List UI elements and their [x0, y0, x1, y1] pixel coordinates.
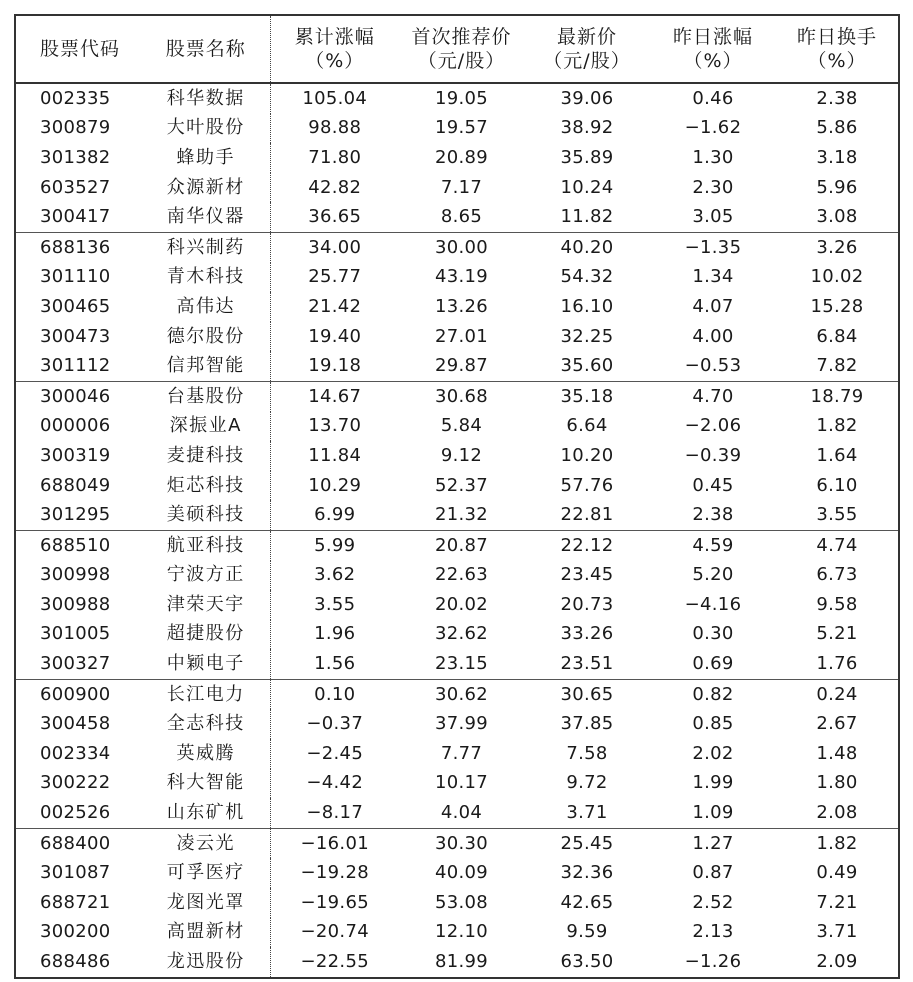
cell-stock-name: 可孚医疗 [142, 858, 270, 888]
cell-yesterday-rise: 2.38 [650, 500, 776, 530]
cell-cumulative-rise: 42.82 [308, 176, 362, 198]
header-yesterday-rise [650, 15, 776, 83]
cell-stock-name: 宁波方正 [142, 561, 270, 591]
cell-cumulative-rise: 98.88 [308, 117, 362, 139]
cell-latest-price: 54.32 [560, 266, 614, 288]
cell-first-price: 20.02 [434, 593, 489, 615]
cell-yesterday-turnover: 3.18 [816, 146, 858, 168]
stock-recommendation-table [14, 14, 900, 979]
cell-yesterday-rise: 4.07 [692, 295, 734, 317]
cell-yesterday-rise: −1.26 [684, 951, 742, 973]
cell-stock-name: 深振业A [142, 412, 270, 442]
cell-first-price: 19.57 [434, 117, 489, 139]
cell-stock-name: 凌云光 [142, 828, 270, 858]
cell-stock-code: 600900 [40, 683, 111, 705]
cell-stock-name: 信邦智能 [142, 351, 270, 381]
cell-latest-price: 11.82 [524, 202, 650, 232]
cell-yesterday-rise: 2.02 [692, 742, 734, 764]
cell-stock-code: 300200 [40, 921, 111, 943]
cell-stock-name: 蜂助手 [142, 143, 270, 173]
cell-latest-price: 38.92 [560, 117, 614, 139]
cell-latest-price: 25.45 [560, 832, 614, 854]
cell-first-price: 40.09 [434, 862, 489, 884]
cell-latest-price: 35.18 [560, 385, 614, 407]
cell-yesterday-turnover: 1.82 [816, 415, 858, 437]
cell-stock-name: 南华仪器 [142, 202, 270, 232]
cell-first-price: 20.87 [434, 534, 489, 556]
header-cumulative-rise [270, 15, 399, 83]
cell-cumulative-rise: 19.18 [270, 351, 399, 381]
table-row [15, 263, 899, 293]
cell-first-price: 27.01 [434, 325, 489, 347]
table-row [15, 828, 899, 858]
header-latest-price-title: 最新价 [556, 26, 617, 48]
cell-yesterday-turnover: 3.71 [816, 921, 858, 943]
cell-stock-code: 688400 [40, 832, 111, 854]
cell-cumulative-rise: −4.42 [306, 772, 364, 794]
header-first-recommended-price [399, 15, 524, 83]
table-row [15, 798, 899, 828]
cell-yesterday-rise: 2.13 [692, 921, 734, 943]
table-row [15, 441, 899, 471]
cell-stock-code: 300988 [40, 593, 111, 615]
cell-latest-price: 32.25 [560, 325, 614, 347]
cell-cumulative-rise: −16.01 [300, 832, 369, 854]
cell-stock-name: 众源新材 [142, 173, 270, 203]
cell-cumulative-rise: 0.10 [314, 683, 356, 705]
cell-cumulative-rise: −22.55 [300, 951, 369, 973]
cell-stock-code: 002526 [15, 798, 142, 828]
table-row [15, 143, 899, 173]
cell-yesterday-turnover: 7.82 [776, 351, 899, 381]
cell-yesterday-turnover: 3.26 [816, 236, 858, 258]
cell-latest-price: 35.89 [560, 146, 614, 168]
cell-latest-price: 57.76 [560, 474, 614, 496]
header-stock-name: 股票名称 [142, 15, 270, 83]
cell-stock-code: 301382 [40, 146, 111, 168]
cell-stock-code: 300879 [40, 117, 111, 139]
cell-yesterday-turnover: 1.80 [816, 772, 858, 794]
cell-cumulative-rise: 6.99 [270, 500, 399, 530]
cell-yesterday-rise: −2.06 [684, 415, 742, 437]
cell-stock-name: 科大智能 [142, 769, 270, 799]
cell-stock-name: 长江电力 [142, 679, 270, 709]
table-row [15, 530, 899, 560]
cell-latest-price: 9.59 [566, 921, 608, 943]
cell-yesterday-turnover: 2.09 [816, 951, 858, 973]
cell-latest-price: 33.26 [560, 623, 614, 645]
table-row [15, 620, 899, 650]
cell-first-price: 19.05 [434, 87, 489, 109]
cell-stock-code: 300327 [15, 649, 142, 679]
cell-stock-name: 青木科技 [142, 263, 270, 293]
cell-stock-name: 全志科技 [142, 709, 270, 739]
cell-cumulative-rise: −20.74 [300, 921, 369, 943]
cell-stock-name: 龙迅股份 [142, 947, 270, 978]
cell-yesterday-turnover: 1.64 [816, 444, 858, 466]
cell-yesterday-turnover: 0.49 [816, 862, 858, 884]
cell-yesterday-rise: −0.53 [650, 351, 776, 381]
cell-latest-price: 32.36 [560, 862, 614, 884]
cell-cumulative-rise: 34.00 [308, 236, 362, 258]
table-row [15, 947, 899, 978]
table-row [15, 888, 899, 918]
cell-yesterday-rise: −1.62 [684, 117, 742, 139]
cell-latest-price: 42.65 [560, 891, 614, 913]
cell-yesterday-rise: 0.82 [692, 683, 734, 705]
cell-first-price: 21.32 [399, 500, 524, 530]
cell-stock-code: 688721 [40, 891, 111, 913]
cell-cumulative-rise: 3.55 [314, 593, 356, 615]
cell-cumulative-rise: 71.80 [308, 146, 362, 168]
cell-stock-code: 000006 [40, 415, 111, 437]
cell-latest-price: 6.64 [566, 415, 608, 437]
cell-latest-price: 23.45 [560, 564, 614, 586]
cell-yesterday-turnover: 4.74 [816, 534, 858, 556]
header-stock-code: 股票代码 [15, 15, 142, 83]
header-latest-price [524, 15, 650, 83]
cell-yesterday-rise: 0.85 [692, 713, 734, 735]
cell-latest-price: 22.12 [560, 534, 614, 556]
cell-first-price: 30.30 [434, 832, 489, 854]
table-row [15, 412, 899, 442]
table-row [15, 769, 899, 799]
table-row [15, 739, 899, 769]
cell-first-price: 12.10 [434, 921, 489, 943]
table-row [15, 173, 899, 203]
cell-stock-code: 301087 [40, 862, 111, 884]
cell-stock-name: 大叶股份 [142, 114, 270, 144]
table-row [15, 858, 899, 888]
table-row [15, 83, 899, 114]
cell-stock-name: 津荣天宇 [142, 590, 270, 620]
cell-yesterday-turnover: 5.21 [816, 623, 858, 645]
cell-stock-code: 300465 [40, 295, 111, 317]
cell-first-price: 7.17 [440, 176, 483, 198]
cell-first-price: 29.87 [399, 351, 524, 381]
cell-stock-code: 300046 [40, 385, 111, 407]
cell-stock-code: 688136 [40, 236, 111, 258]
cell-stock-name: 高盟新材 [142, 918, 270, 948]
cell-cumulative-rise: −19.28 [300, 862, 369, 884]
cell-yesterday-turnover: 0.24 [816, 683, 858, 705]
cell-stock-name: 英威腾 [142, 739, 270, 769]
cell-cumulative-rise: 10.29 [308, 474, 362, 496]
table-row [15, 918, 899, 948]
cell-stock-name: 德尔股份 [142, 322, 270, 352]
header-latest-price-unit: （元/股） [543, 50, 631, 72]
cell-yesterday-rise: 1.09 [650, 798, 776, 828]
cell-latest-price: 23.51 [524, 649, 650, 679]
cell-first-price: 4.04 [399, 798, 524, 828]
cell-stock-code: 300473 [40, 325, 111, 347]
cell-first-price: 7.77 [440, 742, 483, 764]
cell-stock-name: 超捷股份 [142, 620, 270, 650]
cell-latest-price: 30.65 [560, 683, 614, 705]
cell-cumulative-rise: 5.99 [314, 534, 356, 556]
cell-stock-code: 301295 [15, 500, 142, 530]
cell-yesterday-rise: 0.45 [692, 474, 734, 496]
cell-stock-name: 航亚科技 [142, 530, 270, 560]
cell-first-price: 13.26 [434, 295, 489, 317]
cell-yesterday-rise: 1.34 [692, 266, 734, 288]
table-row [15, 590, 899, 620]
table-row [15, 232, 899, 262]
cell-cumulative-rise: −8.17 [270, 798, 399, 828]
table-row [15, 351, 899, 381]
cell-cumulative-rise: 3.62 [314, 564, 356, 586]
cell-cumulative-rise: 25.77 [308, 266, 362, 288]
cell-latest-price: 39.06 [560, 87, 614, 109]
cell-cumulative-rise: 105.04 [302, 87, 368, 109]
cell-first-price: 22.63 [434, 564, 489, 586]
cell-stock-name: 科华数据 [142, 83, 270, 114]
cell-latest-price: 10.24 [560, 176, 614, 198]
cell-latest-price: 22.81 [524, 500, 650, 530]
cell-yesterday-rise: 3.05 [650, 202, 776, 232]
cell-first-price: 53.08 [434, 891, 489, 913]
table-row [15, 709, 899, 739]
cell-first-price: 30.62 [434, 683, 489, 705]
cell-cumulative-rise: 13.70 [308, 415, 362, 437]
table-row [15, 114, 899, 144]
cell-stock-code: 688049 [40, 474, 111, 496]
header-cumulative-rise-title: 累计涨幅 [294, 26, 375, 48]
cell-yesterday-turnover: 15.28 [810, 295, 864, 317]
cell-cumulative-rise: 11.84 [308, 444, 362, 466]
cell-stock-code: 301112 [15, 351, 142, 381]
header-cumulative-rise-unit: （%） [305, 50, 365, 72]
cell-yesterday-rise: 4.59 [692, 534, 734, 556]
cell-yesterday-turnover: 2.38 [816, 87, 858, 109]
cell-first-price: 8.65 [399, 202, 524, 232]
cell-stock-code: 300458 [40, 713, 111, 735]
cell-latest-price: 40.20 [560, 236, 614, 258]
cell-yesterday-turnover: 6.84 [816, 325, 858, 347]
cell-yesterday-rise: −4.16 [684, 593, 742, 615]
cell-yesterday-turnover: 3.55 [776, 500, 899, 530]
header-row [15, 15, 899, 83]
cell-stock-code: 002334 [40, 742, 111, 764]
cell-cumulative-rise: 1.96 [314, 623, 356, 645]
table-row [15, 561, 899, 591]
cell-cumulative-rise: −0.37 [306, 713, 364, 735]
cell-yesterday-turnover: 10.02 [810, 266, 864, 288]
cell-stock-code: 301110 [40, 266, 111, 288]
cell-first-price: 43.19 [434, 266, 489, 288]
cell-yesterday-rise: 2.52 [692, 891, 734, 913]
header-first-recommended-price-unit: （元/股） [417, 50, 506, 72]
cell-yesterday-rise: 0.46 [692, 87, 734, 109]
cell-cumulative-rise: 1.56 [270, 649, 399, 679]
cell-stock-name: 台基股份 [142, 381, 270, 411]
cell-stock-name: 龙图光罩 [142, 888, 270, 918]
cell-stock-code: 688486 [40, 951, 111, 973]
cell-stock-name: 麦捷科技 [142, 441, 270, 471]
cell-first-price: 52.37 [434, 474, 489, 496]
cell-cumulative-rise: 21.42 [308, 295, 362, 317]
table-row [15, 500, 899, 530]
cell-yesterday-rise: 4.00 [692, 325, 734, 347]
cell-first-price: 9.12 [440, 444, 483, 466]
table-row [15, 679, 899, 709]
table-row [15, 649, 899, 679]
cell-stock-name: 科兴制药 [142, 232, 270, 262]
cell-stock-code: 300222 [40, 772, 111, 794]
cell-yesterday-turnover: 6.10 [816, 474, 858, 496]
cell-cumulative-rise: 36.65 [270, 202, 399, 232]
cell-first-price: 32.62 [434, 623, 489, 645]
cell-yesterday-rise: 1.99 [692, 772, 734, 794]
header-yesterday-turnover-unit: （%） [807, 50, 867, 72]
cell-stock-code: 300417 [15, 202, 142, 232]
cell-yesterday-turnover: 1.76 [776, 649, 899, 679]
cell-yesterday-turnover: 1.48 [816, 742, 858, 764]
cell-yesterday-rise: 1.27 [692, 832, 734, 854]
cell-latest-price: 35.60 [524, 351, 650, 381]
cell-yesterday-rise: 0.69 [650, 649, 776, 679]
cell-yesterday-rise: −0.39 [684, 444, 742, 466]
cell-cumulative-rise: −2.45 [306, 742, 364, 764]
cell-stock-name: 山东矿机 [142, 798, 270, 828]
cell-yesterday-rise: 1.30 [692, 146, 734, 168]
cell-first-price: 81.99 [434, 951, 489, 973]
cell-yesterday-turnover: 5.86 [816, 117, 858, 139]
cell-yesterday-rise: 4.70 [692, 385, 734, 407]
cell-yesterday-turnover: 2.67 [816, 713, 858, 735]
cell-yesterday-rise: −1.35 [684, 236, 742, 258]
cell-first-price: 5.84 [440, 415, 483, 437]
header-yesterday-turnover-title: 昨日换手 [796, 26, 877, 48]
cell-latest-price: 9.72 [566, 772, 608, 794]
cell-yesterday-rise: 2.30 [692, 176, 734, 198]
cell-stock-code: 603527 [40, 176, 111, 198]
cell-stock-code: 300998 [40, 564, 111, 586]
table-row [15, 202, 899, 232]
cell-cumulative-rise: 14.67 [308, 385, 362, 407]
cell-latest-price: 7.58 [566, 742, 608, 764]
table-row [15, 292, 899, 322]
cell-yesterday-rise: 5.20 [692, 564, 734, 586]
cell-yesterday-turnover: 3.08 [776, 202, 899, 232]
cell-latest-price: 20.73 [560, 593, 614, 615]
cell-first-price: 30.00 [434, 236, 489, 258]
cell-yesterday-turnover: 2.08 [776, 798, 899, 828]
cell-yesterday-rise: 0.30 [692, 623, 734, 645]
cell-yesterday-turnover: 18.79 [810, 385, 864, 407]
cell-stock-code: 300319 [40, 444, 111, 466]
cell-stock-code: 688510 [40, 534, 111, 556]
cell-cumulative-rise: −19.65 [300, 891, 369, 913]
table-row [15, 322, 899, 352]
header-yesterday-rise-title: 昨日涨幅 [672, 26, 753, 48]
cell-latest-price: 37.85 [560, 713, 614, 735]
cell-first-price: 37.99 [434, 713, 489, 735]
cell-yesterday-turnover: 5.96 [816, 176, 858, 198]
cell-latest-price: 63.50 [560, 951, 614, 973]
cell-first-price: 23.15 [399, 649, 524, 679]
cell-first-price: 20.89 [434, 146, 489, 168]
cell-yesterday-turnover: 9.58 [816, 593, 858, 615]
header-yesterday-rise-unit: （%） [683, 50, 743, 72]
table-row [15, 381, 899, 411]
header-first-recommended-price-title: 首次推荐价 [411, 26, 512, 48]
cell-yesterday-rise: 0.87 [692, 862, 734, 884]
header-yesterday-turnover [776, 15, 899, 83]
cell-latest-price: 3.71 [524, 798, 650, 828]
cell-stock-name: 美硕科技 [142, 500, 270, 530]
table-row [15, 471, 899, 501]
cell-latest-price: 16.10 [560, 295, 614, 317]
cell-stock-name: 高伟达 [142, 292, 270, 322]
cell-stock-name: 中颖电子 [142, 649, 270, 679]
cell-stock-code: 002335 [40, 87, 111, 109]
cell-yesterday-turnover: 7.21 [816, 891, 858, 913]
cell-first-price: 30.68 [434, 385, 489, 407]
cell-stock-name: 炬芯科技 [142, 471, 270, 501]
cell-yesterday-turnover: 6.73 [816, 564, 858, 586]
cell-stock-code: 301005 [40, 623, 111, 645]
cell-latest-price: 10.20 [560, 444, 614, 466]
cell-cumulative-rise: 19.40 [308, 325, 362, 347]
cell-yesterday-turnover: 1.82 [816, 832, 858, 854]
cell-first-price: 10.17 [434, 772, 489, 794]
